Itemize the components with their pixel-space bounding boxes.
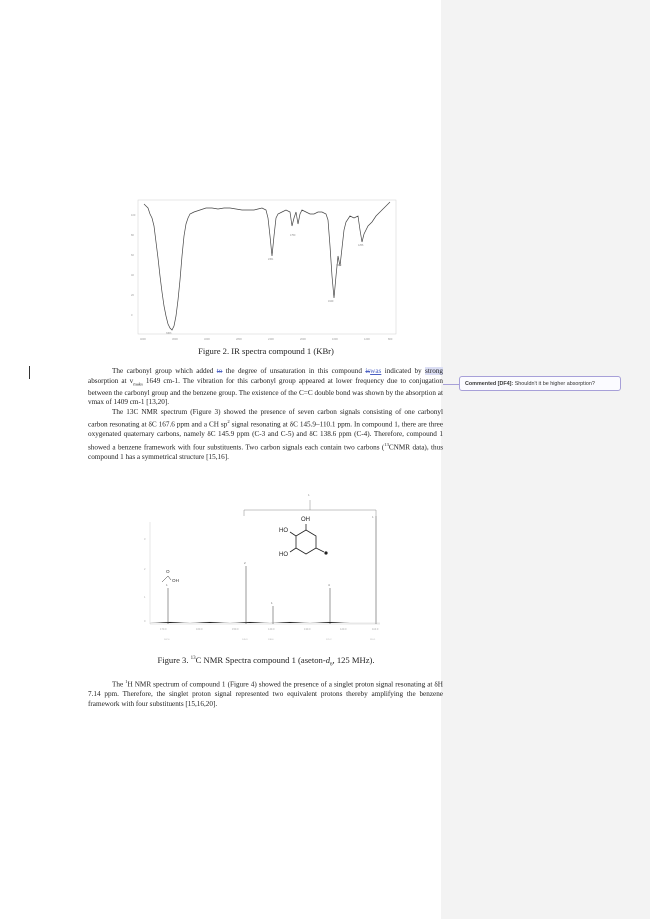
svg-text:138.6: 138.6 [268,639,274,641]
svg-text:1200: 1200 [364,338,370,341]
comment-margin-pane [441,0,650,919]
nmr-peak-numbers [166,561,330,605]
structure-ho-left-1: HO [279,528,288,534]
ir-x-ticks [140,337,393,341]
ir-peak-labels [166,234,364,335]
svg-text:2000: 2000 [300,338,306,341]
svg-text:1: 1 [372,515,374,519]
tracked-insertion[interactable]: was [370,367,382,375]
fragment-o: O [166,569,170,574]
svg-text:40: 40 [131,274,134,277]
svg-text:3: 3 [144,538,146,541]
p1-text-3: indicated by [381,367,426,375]
figure3-caption-sup: 13 [190,656,196,662]
p1-subscript: maks [133,381,143,387]
svg-text:3303: 3303 [166,332,172,335]
fragment-bonds [162,576,171,582]
p2-superscript-1: 2 [227,419,230,425]
commented-text-highlight[interactable]: strong [425,367,443,375]
svg-text:1: 1 [166,583,168,587]
svg-text:3200: 3200 [204,338,210,341]
nmr-spectrum-figure [140,486,384,650]
svg-text:167.6: 167.6 [164,639,170,641]
structure-oh-top: OH [301,517,310,523]
structure-substituent-dot [324,551,327,554]
svg-text:110.1: 110.1 [370,639,376,641]
p1-text-2: the degree of unsaturation in this compound [222,367,366,375]
svg-text:121.2: 121.2 [326,639,332,641]
p3-superscript: 1 [125,679,128,684]
svg-text:100: 100 [131,214,136,217]
paragraph-proton-nmr [88,677,443,709]
ir-spectrum-trace [144,202,390,330]
p1-text-4: absorption at v [88,376,134,385]
svg-text:145.9: 145.9 [242,639,248,641]
chemical-structure [290,524,324,554]
nmr-peaks [168,516,376,624]
tracked-deletion[interactable]: to [216,367,223,375]
svg-text:120.0: 120.0 [340,628,347,631]
ir-spectrum-figure [130,196,402,344]
paragraph-carbonyl [88,367,443,463]
nmr-peak-shift-labels [164,639,376,641]
structure-ho-left-2: HO [279,552,288,558]
svg-text:2: 2 [144,568,146,571]
svg-text:110.0: 110.0 [372,628,379,631]
p2-superscript-2: 13 [384,441,389,447]
nmr-x-ticks [160,627,379,631]
figure3-caption-italic: d [325,655,331,665]
p2-text-2: signal resonating at δC 145.9–110.1 ppm. In compound 1, there are three oxygenated quaternary carbons, namely δC 145.9 ppm (C-3 and C-5) and δC 138.6 ppm (C-4). Therefore, compound 1 showed a benzene framework with four substituents. Two carbon signals each contain two carbons ( [88,420,443,452]
svg-text:150.0: 150.0 [232,628,239,631]
nmr-baseline-noise [150,622,380,623]
nmr-zoom-bracket [244,500,376,516]
p1-text-5: 1649 cm-1. The vibration for this carbonyl group appeared at lower frequency due to conjugation between the carbonyl group and the benzene group. The existence of the C=C double bond was shown by the absorption at vmax of 1409 cm-1 [13,20]. [88,376,443,407]
svg-text:2400: 2400 [268,338,274,341]
tracked-deletion[interactable]: is [365,367,371,375]
svg-text:2800: 2800 [236,338,242,341]
svg-text:1409: 1409 [336,264,342,267]
svg-text:0: 0 [131,314,133,317]
text-cursor-mark [29,366,30,379]
comment-connector-line [443,384,459,385]
svg-text:80: 80 [131,234,134,237]
p1-text-1: The carbonyl group which added [112,367,217,375]
p3-text-2: H NMR spectrum of compound 1 (Figure 4) showed the presence of a singlet proton signal resonating at δH 7.14 ppm. Therefore, the singlet proton signal represented two equivalent protons thereby amplifying the benzene framework with four substituents [15,16,20]. [88,680,443,708]
svg-text:130.0: 130.0 [304,628,311,631]
ir-y-ticks [131,213,136,317]
nmr-zoom-labels [308,493,374,519]
p2-text-3: CNMR data), thus compound 1 has a symmetrical structure [15,16]. [88,443,444,461]
svg-text:60: 60 [131,254,134,257]
svg-text:1: 1 [144,596,146,599]
figure3-caption-a: Figure 3. [157,655,191,665]
figure3-caption-c: , 125 MHz). [332,655,375,665]
nmr-axis-frame [150,522,380,624]
svg-text:4000: 4000 [140,338,146,341]
p2-text-1: The 13C NMR spectrum (Figure 3) showed the presence of seven carbon signals consisting of one carbonyl carbon resonating at δC 167.6 ppm and a CH sp [88,407,443,429]
svg-text:3600: 3600 [172,338,178,341]
svg-text:1: 1 [308,493,310,497]
svg-text:170.0: 170.0 [160,628,167,631]
svg-text:2361: 2361 [268,258,274,261]
svg-text:1600: 1600 [332,338,338,341]
svg-text:4: 4 [328,583,330,587]
comment-text: Shouldn't it be higher absorption? [513,381,595,387]
svg-text:800: 800 [388,338,393,341]
figure3-caption-sub: 6 [330,662,333,668]
comment-label: Commented [DF4]: [465,381,514,387]
nmr-y-ticks [144,537,146,623]
figure2-caption: Figure 2. IR spectra compound 1 (KBr) [198,346,334,356]
review-comment-bubble[interactable] [459,376,621,391]
svg-text:0: 0 [144,620,146,623]
svg-text:160.0: 160.0 [196,628,203,631]
svg-text:2: 2 [244,561,246,565]
figure3-caption-b: C NMR Spectra compound 1 (aseton- [195,655,326,665]
svg-text:1649: 1649 [328,300,334,303]
p3-text-1: The [112,680,126,689]
svg-text:1750: 1750 [290,234,296,237]
figure3-caption [130,655,402,668]
fragment-oh: OH [172,578,179,583]
ir-plot-frame [138,200,396,334]
svg-text:1: 1 [271,601,273,605]
svg-text:140.0: 140.0 [268,628,275,631]
svg-text:1256: 1256 [358,244,364,247]
svg-text:20: 20 [131,294,134,297]
